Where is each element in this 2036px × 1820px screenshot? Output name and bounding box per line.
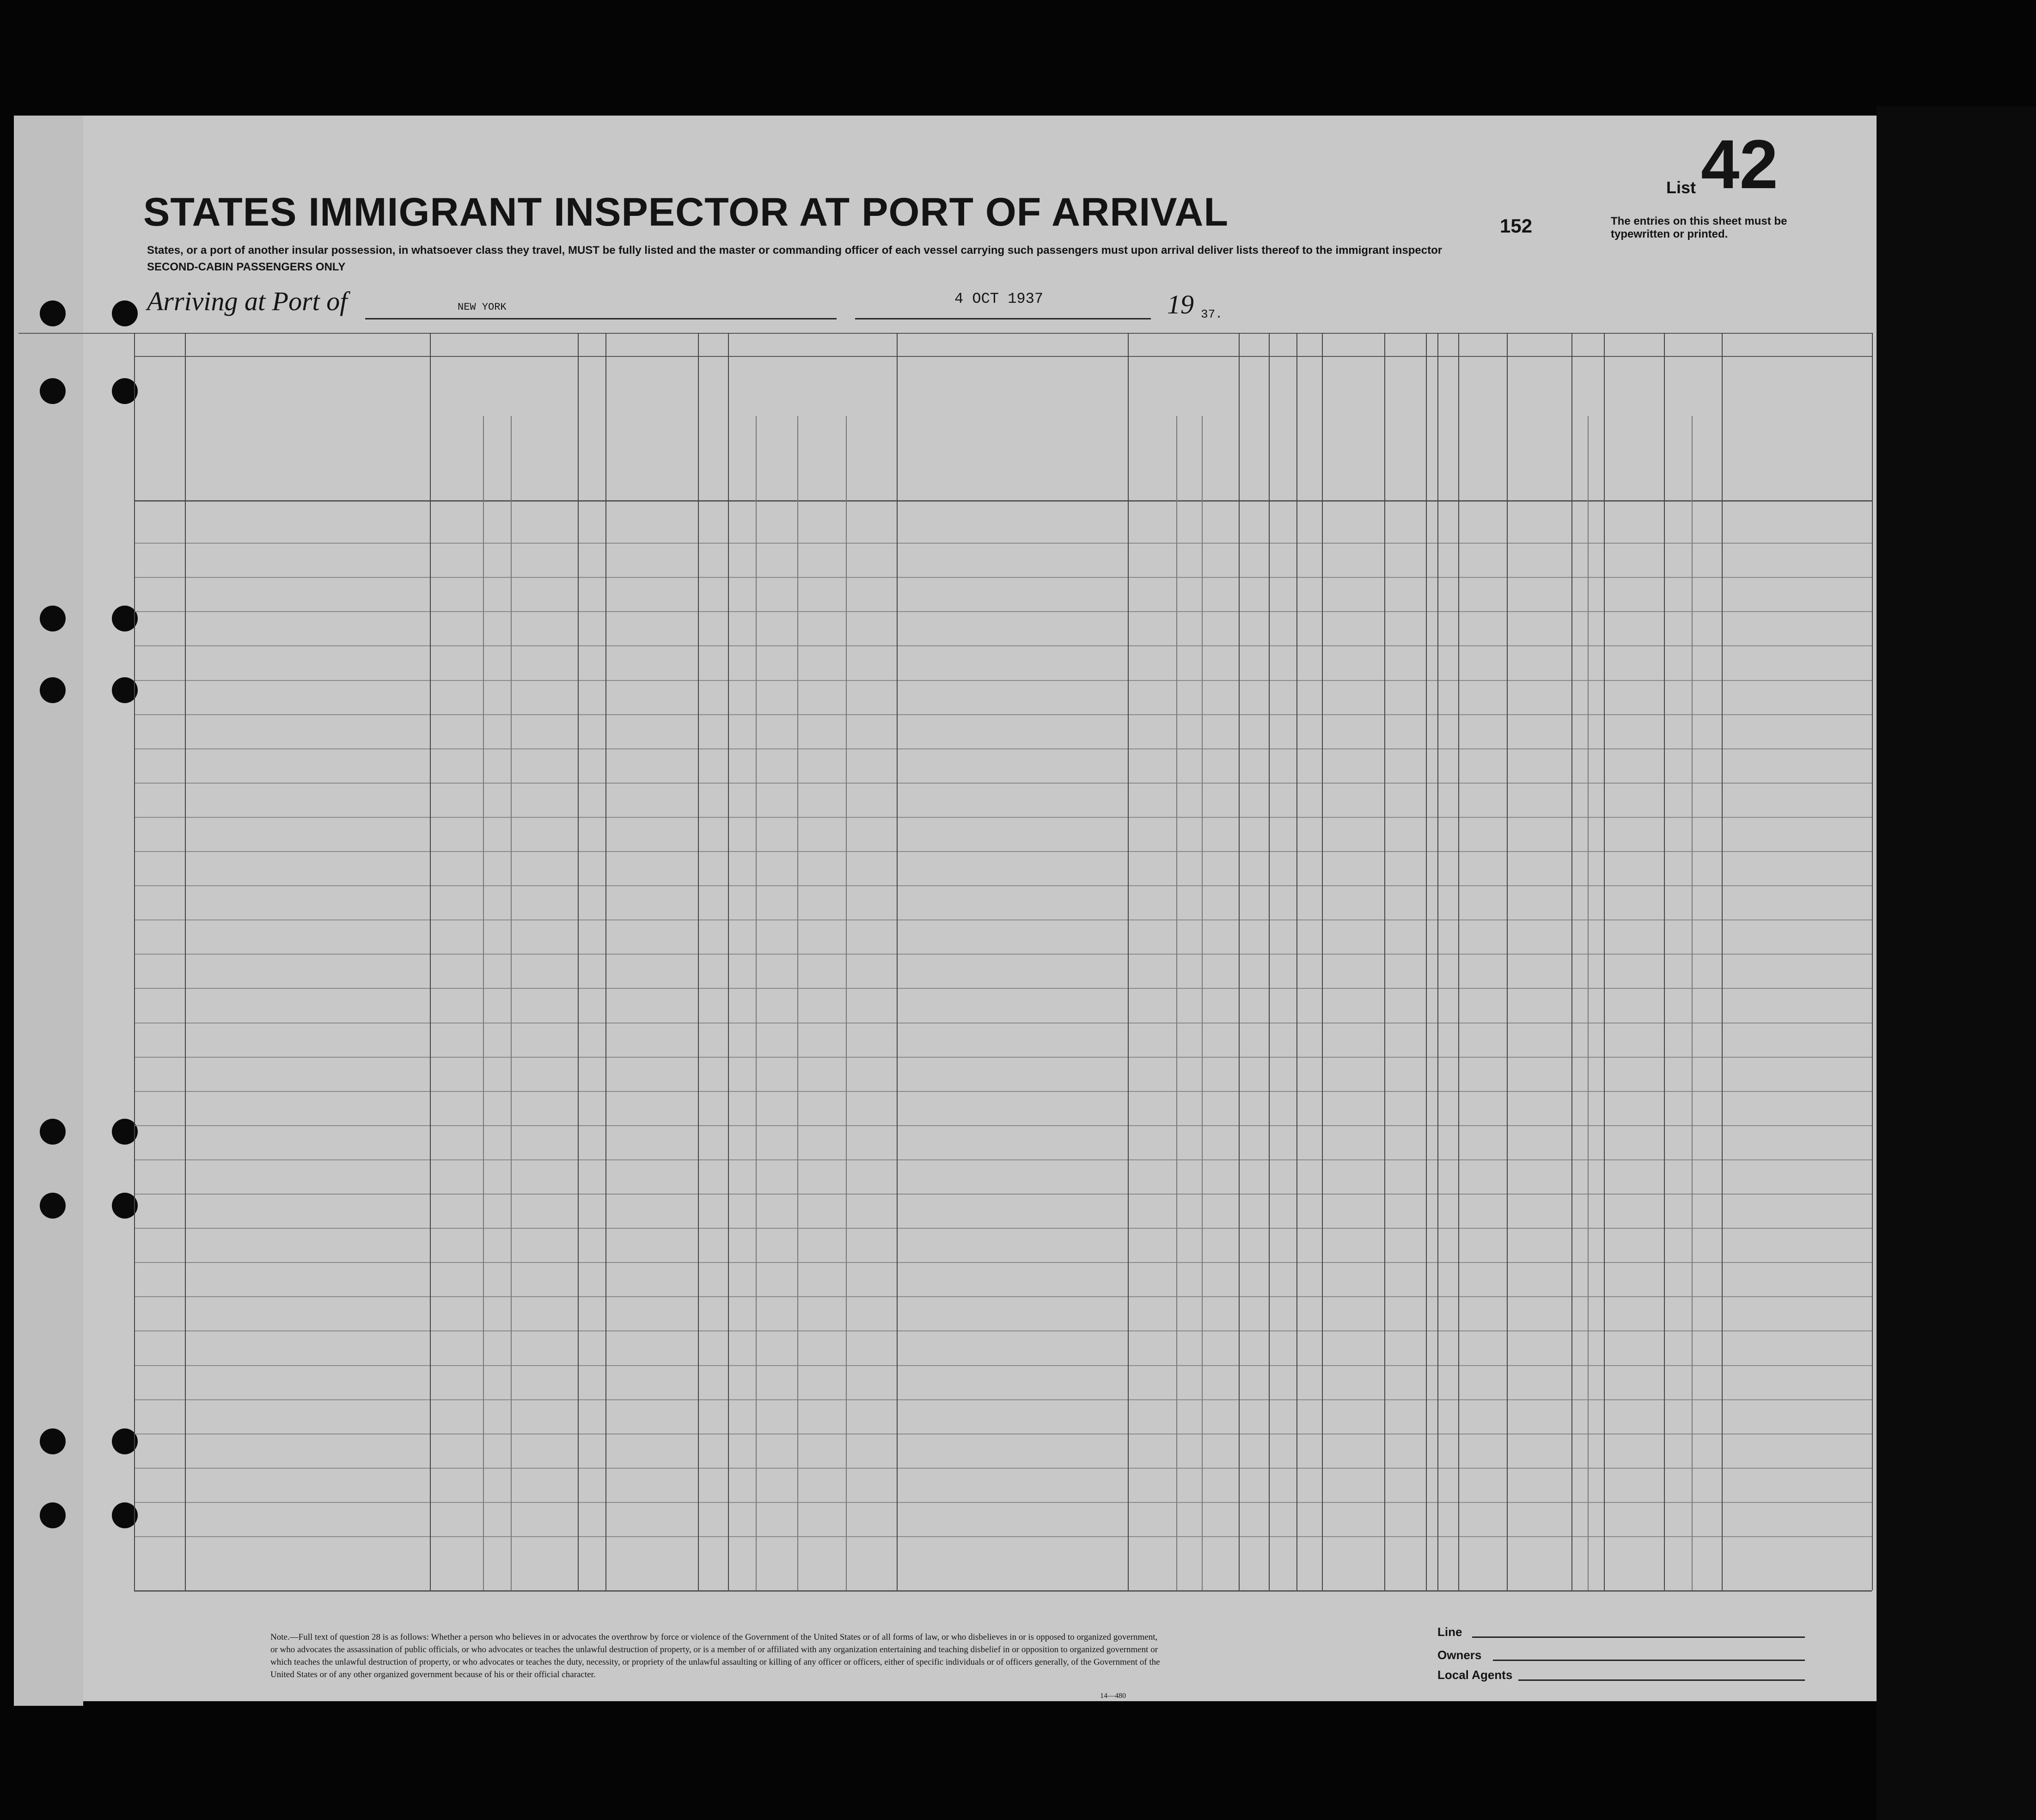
column-rule — [1239, 333, 1240, 1590]
row-rule — [134, 1296, 1872, 1297]
sub-column-rule — [1588, 416, 1589, 1590]
row-rule — [134, 1057, 1872, 1058]
port-underline — [365, 318, 837, 319]
column-rule — [1458, 333, 1459, 1590]
sub-column-rule — [1202, 416, 1203, 1590]
sub-column-rule — [511, 416, 512, 1590]
class-line: SECOND-CABIN PASSENGERS ONLY — [147, 261, 346, 273]
line-field[interactable] — [1472, 1636, 1805, 1638]
column-rule — [1426, 333, 1427, 1590]
row-rule — [134, 1365, 1872, 1366]
row-rule — [134, 954, 1872, 955]
column-rule — [1437, 333, 1438, 1590]
column-rule — [1604, 333, 1605, 1590]
row-rule — [134, 1330, 1872, 1331]
row-rule — [134, 1159, 1872, 1160]
row-rule — [134, 680, 1872, 681]
column-rule — [605, 333, 606, 1590]
punch-hole-icon — [40, 1193, 66, 1219]
row-rule — [134, 611, 1872, 612]
sub-column-rule — [797, 416, 798, 1590]
row-rule — [134, 988, 1872, 989]
date-value: 4 OCT 1937 — [954, 290, 1044, 307]
sub-column-rule — [1176, 416, 1177, 1590]
sub-column-rule — [846, 416, 847, 1590]
year-prefix: 19 — [1167, 289, 1194, 319]
line-label: Line — [1437, 1625, 1462, 1639]
row-rule — [134, 1468, 1872, 1469]
list-number: 42 — [1701, 125, 1778, 203]
column-rule — [1384, 333, 1385, 1590]
punch-hole-icon — [40, 1428, 66, 1454]
column-rule — [1872, 333, 1873, 1590]
row-rule — [134, 919, 1872, 920]
punch-hole-icon — [112, 300, 138, 326]
column-rule — [897, 333, 898, 1590]
form-number: 14—480 — [1100, 1692, 1126, 1700]
punch-hole-icon — [40, 300, 66, 326]
row-rule — [134, 885, 1872, 886]
sheet-number: 152 — [1500, 215, 1533, 237]
header-bottom-rule — [134, 500, 1872, 502]
column-rule — [1507, 333, 1508, 1590]
row-rule — [134, 1091, 1872, 1092]
row-rule — [134, 1399, 1872, 1400]
table-bottom-rule — [134, 1590, 1872, 1592]
year-suffix: 37. — [1201, 307, 1223, 321]
row-rule — [134, 1125, 1872, 1126]
footer-note: Note.—Full text of question 28 is as follows: Whether a person who believes in or advocates the overthrow by force or violence of the Government of the United States or of all forms of law, or who disbelieves in or is opposed to organized government, or who advocates the assassination of public officials, or who advocates or teaches the unlawful destruction of property, or is a member of or affiliated with any organization entertaining and teaching disbelief in or opposition to organized government or which teaches the unlawful destruction of property, or who advocates or teaches the duty, necessity, or propriety of the unlawful assaulting or killing of any officer or officers, either of specific individuals or of officers generally, of the Government of the United States or of any other organized government because of his or their official character. — [270, 1632, 1160, 1679]
sub-column-rule — [1692, 416, 1693, 1590]
left-binding-strip — [14, 116, 83, 1706]
page-title: STATES IMMIGRANT INSPECTOR AT PORT OF ARRIVAL — [143, 190, 1229, 234]
manifest-sheet — [83, 116, 1877, 1701]
punch-hole-icon — [40, 1119, 66, 1145]
row-rule — [134, 748, 1872, 749]
column-rule — [1664, 333, 1665, 1590]
column-rule — [728, 333, 729, 1590]
row-rule — [134, 1262, 1872, 1263]
column-rule — [698, 333, 699, 1590]
sub-column-rule — [756, 416, 757, 1590]
row-rule — [134, 1228, 1872, 1229]
row-rule — [134, 1502, 1872, 1503]
punch-hole-icon — [40, 606, 66, 631]
column-rule — [1722, 333, 1723, 1590]
agents-field[interactable] — [1518, 1679, 1805, 1681]
scan-border — [1877, 106, 2036, 1820]
owners-label: Owners — [1437, 1648, 1482, 1662]
row-rule — [134, 543, 1872, 544]
row-rule — [134, 714, 1872, 715]
column-rule — [430, 333, 431, 1590]
row-rule — [134, 577, 1872, 578]
column-rule — [1296, 333, 1297, 1590]
port-value: NEW YORK — [458, 301, 507, 313]
column-rule — [1571, 333, 1572, 1590]
arriving-label: Arriving at Port of — [147, 286, 348, 316]
column-rule — [185, 333, 186, 1590]
date-underline — [855, 318, 1151, 319]
table-top-rule — [18, 333, 1872, 334]
punch-hole-icon — [40, 378, 66, 404]
list-label: List — [1666, 178, 1696, 197]
punch-hole-icon — [40, 1502, 66, 1528]
column-number-rule — [134, 356, 1872, 357]
column-rule — [1128, 333, 1129, 1590]
row-rule — [134, 1536, 1872, 1537]
column-rule — [1322, 333, 1323, 1590]
row-rule — [134, 851, 1872, 852]
typewritten-note: The entries on this sheet must be typewritten or printed. — [1611, 215, 1787, 240]
agents-label: Local Agents — [1437, 1668, 1513, 1682]
column-rule — [578, 333, 579, 1590]
intro-line: States, or a port of another insular possession, in whatsoever class they travel, MUST be fully listed and the master or commanding officer of each vessel carrying such passengers must upon arrival deliver lists thereof to the immigrant inspector — [147, 244, 1443, 257]
owners-field[interactable] — [1493, 1660, 1805, 1661]
row-rule — [134, 645, 1872, 646]
column-rule — [1269, 333, 1270, 1590]
row-rule — [134, 1194, 1872, 1195]
row-rule — [134, 783, 1872, 784]
row-rule — [134, 817, 1872, 818]
sub-column-rule — [483, 416, 484, 1590]
column-rule — [134, 333, 135, 1590]
punch-hole-icon — [40, 677, 66, 703]
